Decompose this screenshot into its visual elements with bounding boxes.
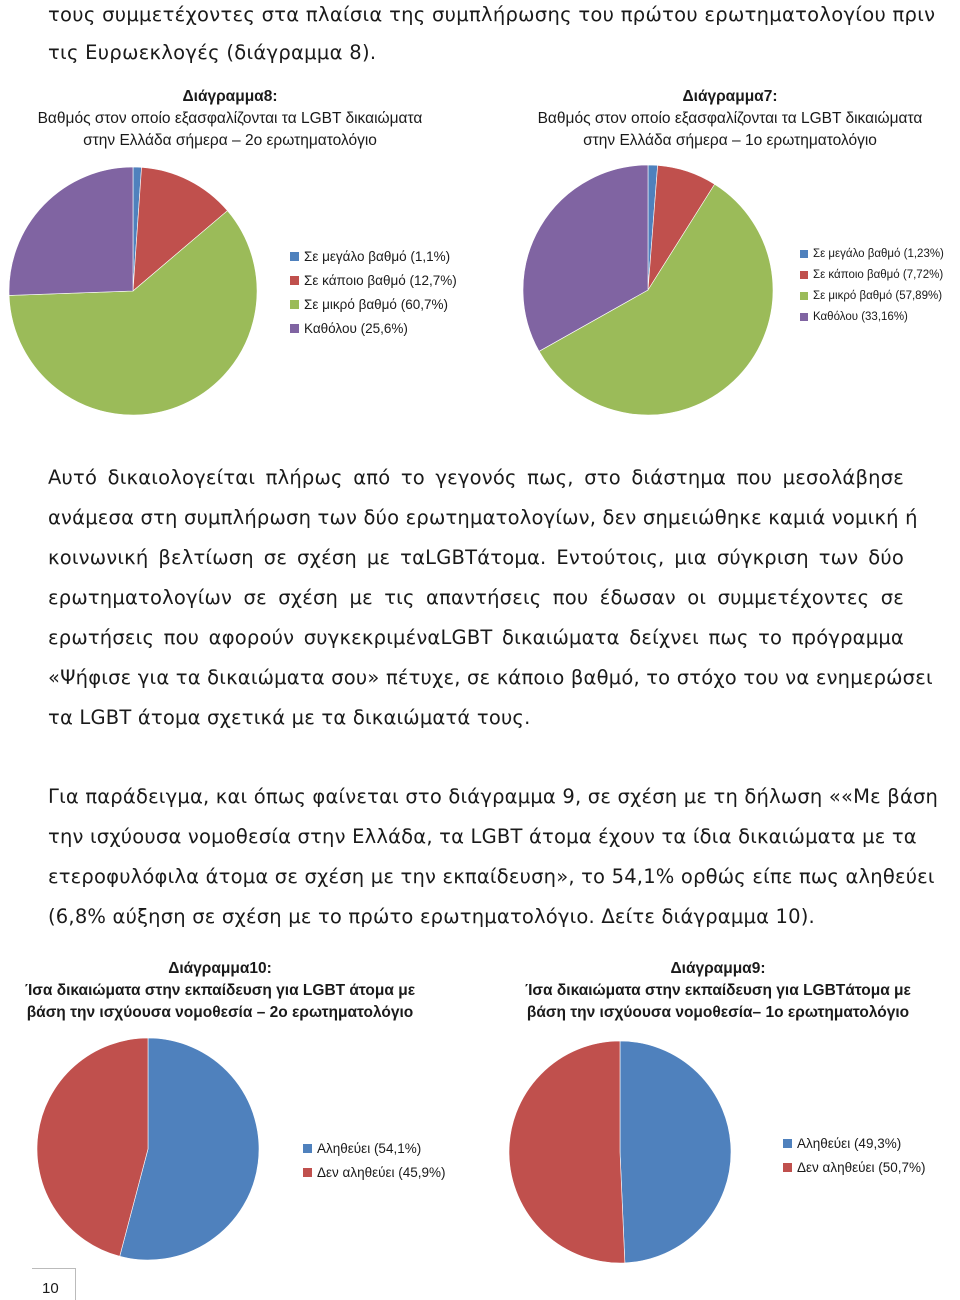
chart9-title-line1: Ίσα δικαιώματα στην εκπαίδευση για LGBTάτομα με (525, 982, 911, 999)
legend-item (783, 1131, 926, 1155)
legend-swatch (290, 324, 299, 333)
paragraph-1-line: ερωτήσεις που αφορούν συγκεκριμέναLGBT δικαιώματα δείχνει πως το πρόγραμμα (48, 626, 904, 649)
chart9-legend (783, 1131, 926, 1179)
legend-label: Σε μικρό βαθμό (60,7%) (304, 296, 448, 312)
legend-label: Δεν αληθεύει (45,9%) (317, 1164, 446, 1180)
paragraph-1-line: ερωτηματολογίων σε σχέση με τις απαντήσεις που έδωσαν οι συμμετέχοντες σε (48, 586, 904, 609)
chart10-title-line1: Ίσα δικαιώματα στην εκπαίδευση για LGBT άτομα με (24, 982, 416, 999)
chart8-title-line2: στην Ελλάδα σήμερα – 2ο ερωτηματολόγιο (83, 132, 377, 149)
chart10-title (0, 958, 440, 1024)
legend-item (800, 243, 944, 264)
chart8-pie (8, 166, 258, 416)
legend-label: Σε μεγάλο βαθμό (1,23%) (813, 247, 944, 260)
legend-label: Σε μεγάλο βαθμό (1,1%) (304, 248, 451, 264)
legend-swatch (800, 292, 808, 300)
paragraph-2-line: (6,8% αύξηση σε σχέση με το πρώτο ερωτηματολόγιο. Δείτε διάγραμμα 10). (48, 905, 815, 928)
legend-swatch (800, 271, 808, 279)
paragraph-1-line: τα LGBT άτομα σχετικά με τα δικαιώματά τους. (48, 706, 531, 729)
chart9-title (496, 958, 940, 1024)
legend-swatch (290, 276, 299, 285)
chart7-title-line2: στην Ελλάδα σήμερα – 1ο ερωτηματολόγιο (583, 132, 877, 149)
chart10-heading: Διάγραμμα10: (168, 960, 272, 977)
legend-swatch (800, 313, 808, 321)
paragraph-2-line: ετεροφυλόφιλα άτομα σε σχέση με την εκπαίδευση», το 54,1% ορθώς είπε πως αληθεύει (48, 865, 935, 888)
legend-swatch (303, 1168, 312, 1177)
legend-item (290, 292, 457, 316)
chart7-legend (800, 243, 944, 327)
chart9-pie (508, 1040, 732, 1264)
paragraph-2-line: Για παράδειγμα, και όπως φαίνεται στο διάγραμμα 9, σε σχέση με τη δήλωση ««Με βάση (48, 785, 939, 808)
pie-slice (9, 167, 133, 295)
legend-item (800, 264, 944, 285)
legend-item (800, 285, 944, 306)
chart9-title-line2: βάση την ισχύουσα νομοθεσία– 1ο ερωτηματολόγιο (526, 1004, 910, 1021)
pie-slice (620, 1041, 731, 1263)
legend-item (800, 306, 944, 327)
legend-swatch (783, 1163, 792, 1172)
legend-swatch (290, 300, 299, 309)
legend-label: Αληθεύει (54,1%) (317, 1140, 422, 1156)
page-number: 10 (42, 1280, 59, 1297)
legend-item (290, 316, 457, 340)
paragraph-2 (48, 777, 939, 937)
chart8-heading: Διάγραμμα8: (182, 88, 278, 105)
legend-swatch (290, 252, 299, 261)
intro-line-1: τους συμμετέχοντες στα πλαίσια της συμπλήρωσης του πρώτου ερωτηματολογίου πριν (48, 3, 936, 26)
chart10-pie (36, 1037, 260, 1261)
paragraph-1-line: «Ψήφισε για τα δικαιώματα σου» πέτυχε, σε κάποιο βαθμό, το στόχο του να ενημερώσει (48, 666, 933, 689)
paragraph-1-line: Αυτό δικαιολογείται πλήρως από το γεγονός πως, στο διάστημα που μεσολάβησε (48, 466, 904, 489)
chart7-title (500, 86, 960, 152)
legend-item (783, 1155, 926, 1179)
chart8-title (0, 86, 460, 152)
legend-label: Δεν αληθεύει (50,7%) (797, 1159, 926, 1175)
legend-swatch (800, 250, 808, 258)
legend-label: Σε κάποιο βαθμό (7,72%) (813, 268, 944, 281)
chart10-legend (303, 1136, 446, 1184)
legend-swatch (303, 1144, 312, 1153)
legend-swatch (783, 1139, 792, 1148)
chart9-heading: Διάγραμμα9: (670, 960, 766, 977)
pie-slice (509, 1041, 625, 1263)
paragraph-1 (48, 458, 933, 738)
legend-label: Σε μικρό βαθμό (57,89%) (813, 289, 943, 302)
paragraph-2-line: την ισχύουσα νομοθεσία στην Ελλάδα, τα LGBT άτομα έχουν τα ίδια δικαιώματα με τα (48, 825, 917, 848)
legend-label: Σε κάποιο βαθμό (12,7%) (304, 272, 457, 288)
legend-item (303, 1136, 446, 1160)
legend-label: Αληθεύει (49,3%) (797, 1135, 902, 1151)
legend-label: Καθόλου (25,6%) (304, 320, 408, 336)
paragraph-1-line: κοινωνική βελτίωση σε σχέση με ταLGBTάτομα. Εντούτοις, μια σύγκριση των δύο (48, 546, 904, 569)
chart10-title-line2: βάση την ισχύουσα νομοθεσία – 2ο ερωτηματολόγιο (26, 1004, 414, 1021)
paragraph-1-line: ανάμεσα στη συμπλήρωση των δύο ερωτηματολογίων, δεν σημειώθηκε καμιά νομική ή (48, 506, 918, 529)
chart7-title-line1: Βαθμός στον οποίο εξασφαλίζονται τα LGBT δικαιώματα (537, 110, 923, 127)
legend-item (290, 268, 457, 292)
chart7-pie (522, 164, 774, 416)
legend-label: Καθόλου (33,16%) (813, 310, 908, 323)
legend-item (303, 1160, 446, 1184)
chart8-title-line1: Βαθμός στον οποίο εξασφαλίζονται τα LGBT δικαιώματα (37, 110, 423, 127)
legend-item (290, 244, 457, 268)
intro-line-2: τις Ευρωεκλογές (διάγραμμα 8). (48, 41, 377, 64)
chart7-heading: Διάγραμμα7: (682, 88, 778, 105)
chart8-legend (290, 244, 457, 340)
